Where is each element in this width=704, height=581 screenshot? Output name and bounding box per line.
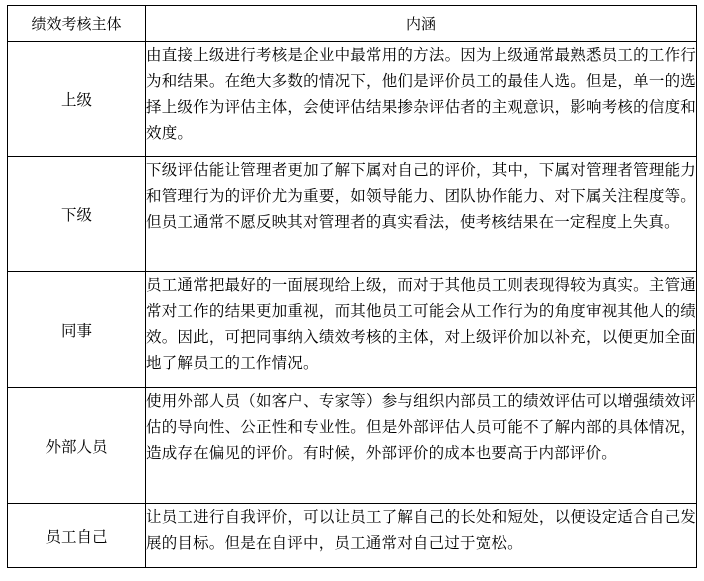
evaluation-subject-table	[7, 5, 697, 568]
content-cell: 由直接上级进行考核是企业中最常用的方法。因为上级通常最熟悉员工的工作行为和结果。在绝大多数的情况下，他们是评价员工的最佳人选。但是，单一的选择上级作为评估主体，会使评估结果掺杂评估者的主观意识，影响考核的信度和效度。	[146, 42, 697, 157]
table-row	[8, 388, 697, 504]
header-subject: 绩效考核主体	[8, 6, 146, 42]
content-cell: 下级评估能让管理者更加了解下属对自己的评价，其中，下属对管理者管理能力和管理行为的评价尤为重要，如领导能力、团队协作能力、对下属关注程度等。但员工通常不愿反映其对管理者的真实看法，使考核结果在一定程度上失真。	[146, 157, 697, 272]
content-cell: 使用外部人员（如客户、专家等）参与组织内部员工的绩效评估可以增强绩效评估的导向性、公正性和专业性。但是外部评估人员可能不了解内部的具体情况，造成存在偏见的评价。有时候，外部评价的成本也要高于内部评价。	[146, 388, 697, 504]
subject-cell: 上级	[8, 42, 146, 157]
subject-cell: 同事	[8, 272, 146, 388]
subject-cell: 下级	[8, 157, 146, 272]
table-header-row	[8, 6, 697, 42]
table-row	[8, 272, 697, 388]
table-row	[8, 157, 697, 272]
subject-cell: 外部人员	[8, 388, 146, 504]
table-row	[8, 42, 697, 157]
table-row	[8, 504, 697, 568]
subject-cell: 员工自己	[8, 504, 146, 568]
content-cell: 让员工进行自我评价，可以让员工了解自己的长处和短处，以便设定适合自己发展的目标。但是在自评中，员工通常对自己过于宽松。	[146, 504, 697, 568]
header-content: 内涵	[146, 6, 697, 42]
content-cell: 员工通常把最好的一面展现给上级，而对于其他员工则表现得较为真实。主管通常对工作的结果更加重视，而其他员工可能会从工作行为的角度审视其他人的绩效。因此，可把同事纳入绩效考核的主体，对上级评价加以补充，以便更加全面地了解员工的工作情况。	[146, 272, 697, 388]
